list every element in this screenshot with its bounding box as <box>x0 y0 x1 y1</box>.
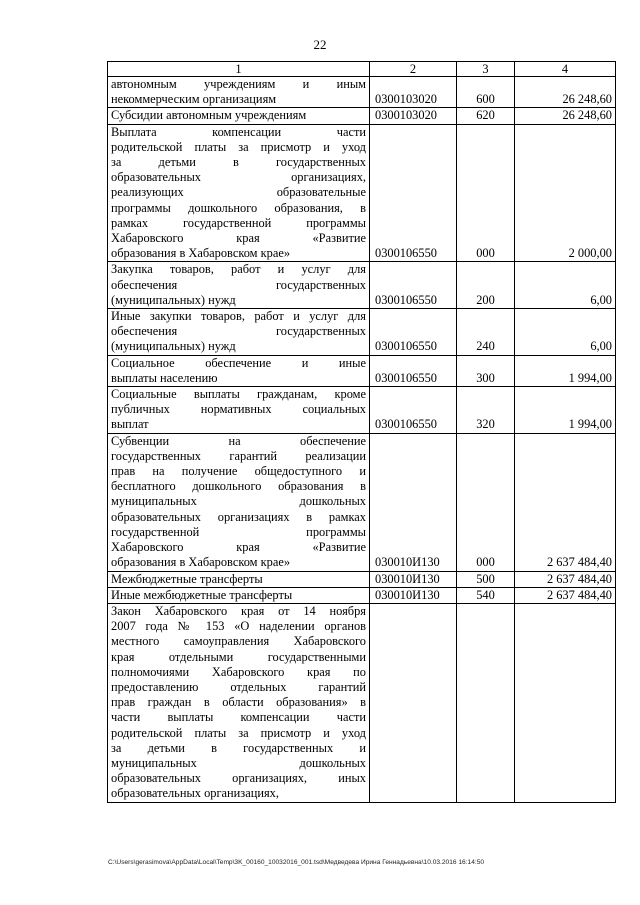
table-row <box>108 603 616 802</box>
row-expense-type: 000 <box>457 433 515 571</box>
description-line: предоставлению отдельных гарантий <box>111 679 366 694</box>
column-header-4: 4 <box>515 62 616 77</box>
description-line: Хабаровского края «Развитие <box>111 231 366 246</box>
description-line: (муниципальных) нужд <box>111 292 236 307</box>
column-header-1: 1 <box>108 62 370 77</box>
description-line: обеспечения государственных <box>111 277 366 292</box>
page-number: 22 <box>313 37 327 52</box>
table-header-row <box>108 62 616 77</box>
description-line: Выплата компенсации части <box>111 124 366 139</box>
description-line: части выплаты компенсации части <box>111 710 366 725</box>
row-amount: 26 248,60 <box>515 108 616 124</box>
column-header-3: 3 <box>457 62 515 77</box>
description-line: полномочиями Хабаровского края по <box>111 664 366 679</box>
description-line: образовательных организациях в рамках <box>111 509 366 524</box>
row-description <box>108 387 370 434</box>
table-row <box>108 387 616 434</box>
description-line: Закон Хабаровского края от 14 ноября <box>111 603 366 618</box>
row-target-code: 030010И130 <box>370 433 457 571</box>
description-line: образовательных организациях, <box>111 170 366 185</box>
row-target-code: 0300106550 <box>370 309 457 356</box>
row-target-code: 0300106550 <box>370 262 457 309</box>
description-line: Закупка товаров, работ и услуг для <box>111 262 366 277</box>
row-expense-type: 200 <box>457 262 515 309</box>
description-line: местного самоуправления Хабаровского <box>111 634 366 649</box>
row-target-code: 0300106550 <box>370 124 457 262</box>
description-line: прав на получение общедоступного и <box>111 464 366 479</box>
row-amount: 1 994,00 <box>515 355 616 386</box>
description-line: реализующих образовательные <box>111 185 366 200</box>
description-line: родительской платы за присмотр и уход <box>111 725 366 740</box>
description-line: Социальное обеспечение и иные <box>111 355 366 370</box>
description-line: за детьми в государственных и <box>111 740 366 755</box>
row-expense-type: 000 <box>457 124 515 262</box>
row-amount <box>515 603 616 802</box>
row-expense-type: 300 <box>457 355 515 386</box>
row-expense-type: 500 <box>457 571 515 587</box>
file-path-footer: C:\Users\gerasimova\AppData\Local\Temp\3K_00160_10032016_001.tsd\Медведева Ирина Геннадьевна\10.03.2016 16:14:50 <box>108 859 485 866</box>
table-row <box>108 309 616 356</box>
row-expense-type: 240 <box>457 309 515 356</box>
row-target-code: 030010И130 <box>370 571 457 587</box>
description-line: 2007 года № 153 «О наделении органов <box>111 619 366 634</box>
description-line: обеспечения государственных <box>111 324 366 339</box>
description-line: края отдельными государственными <box>111 649 366 664</box>
description-line: Иные закупки товаров, работ и услуг для <box>111 309 366 324</box>
description-line: за детьми в государственных <box>111 155 366 170</box>
description-line: некоммерческим организациям <box>111 92 277 107</box>
row-target-code: 0300103020 <box>370 77 457 108</box>
row-amount: 1 994,00 <box>515 387 616 434</box>
table-row <box>108 571 616 587</box>
description-line: Субвенции на обеспечение <box>111 433 366 448</box>
row-amount: 2 000,00 <box>515 124 616 262</box>
row-amount: 2 637 484,40 <box>515 571 616 587</box>
table-row <box>108 108 616 124</box>
description-line: государственных гарантий реализации <box>111 448 366 463</box>
description-line: бесплатного дошкольного образования в <box>111 479 366 494</box>
row-description <box>108 124 370 262</box>
row-amount: 26 248,60 <box>515 77 616 108</box>
row-expense-type: 540 <box>457 587 515 603</box>
row-amount: 2 637 484,40 <box>515 433 616 571</box>
row-amount: 2 637 484,40 <box>515 587 616 603</box>
row-expense-type: 320 <box>457 387 515 434</box>
row-target-code: 0300106550 <box>370 355 457 386</box>
row-description <box>108 262 370 309</box>
description-line: публичных нормативных социальных <box>111 402 366 417</box>
row-description <box>108 587 370 603</box>
description-line: Межбюджетные трансферты <box>111 571 263 586</box>
row-amount: 6,00 <box>515 309 616 356</box>
description-line: выплаты населению <box>111 370 218 385</box>
row-expense-type: 620 <box>457 108 515 124</box>
description-line: Субсидии автономным учреждениям <box>111 108 307 123</box>
table-row <box>108 262 616 309</box>
description-line: Хабаровского края «Развитие <box>111 540 366 555</box>
description-line: программы дошкольного образования, в <box>111 200 366 215</box>
row-description <box>108 571 370 587</box>
column-header-2: 2 <box>370 62 457 77</box>
description-line: государственной программы <box>111 524 366 539</box>
table-row <box>108 77 616 108</box>
row-expense-type: 600 <box>457 77 515 108</box>
table-row <box>108 587 616 603</box>
description-line: образования в Хабаровском крае» <box>111 246 291 261</box>
row-description <box>108 309 370 356</box>
description-line: Социальные выплаты гражданам, кроме <box>111 387 366 402</box>
table-row <box>108 124 616 262</box>
row-target-code: 0300106550 <box>370 387 457 434</box>
description-line: муниципальных дошкольных <box>111 494 366 509</box>
description-line: Иные межбюджетные трансферты <box>111 587 293 602</box>
description-line: прав граждан в области образования» в <box>111 695 366 710</box>
row-target-code: 0300103020 <box>370 108 457 124</box>
row-amount: 6,00 <box>515 262 616 309</box>
description-line: образовательных организациях, <box>111 786 279 801</box>
row-expense-type <box>457 603 515 802</box>
table-row <box>108 355 616 386</box>
row-description <box>108 603 370 802</box>
budget-table <box>107 61 616 803</box>
description-line: выплат <box>111 417 149 432</box>
description-line: автономным учреждениям и иным <box>111 77 366 91</box>
description-line: рамках государственной программы <box>111 215 366 230</box>
description-line: родительской платы за присмотр и уход <box>111 139 366 154</box>
description-line: (муниципальных) нужд <box>111 339 236 354</box>
description-line: образовательных организациях, иных <box>111 771 366 786</box>
description-line: образования в Хабаровском крае» <box>111 555 291 570</box>
row-description <box>108 433 370 571</box>
description-line: муниципальных дошкольных <box>111 755 366 770</box>
row-description <box>108 108 370 124</box>
row-target-code <box>370 603 457 802</box>
row-description <box>108 355 370 386</box>
row-target-code: 030010И130 <box>370 587 457 603</box>
table-row <box>108 433 616 571</box>
row-description <box>108 77 370 108</box>
